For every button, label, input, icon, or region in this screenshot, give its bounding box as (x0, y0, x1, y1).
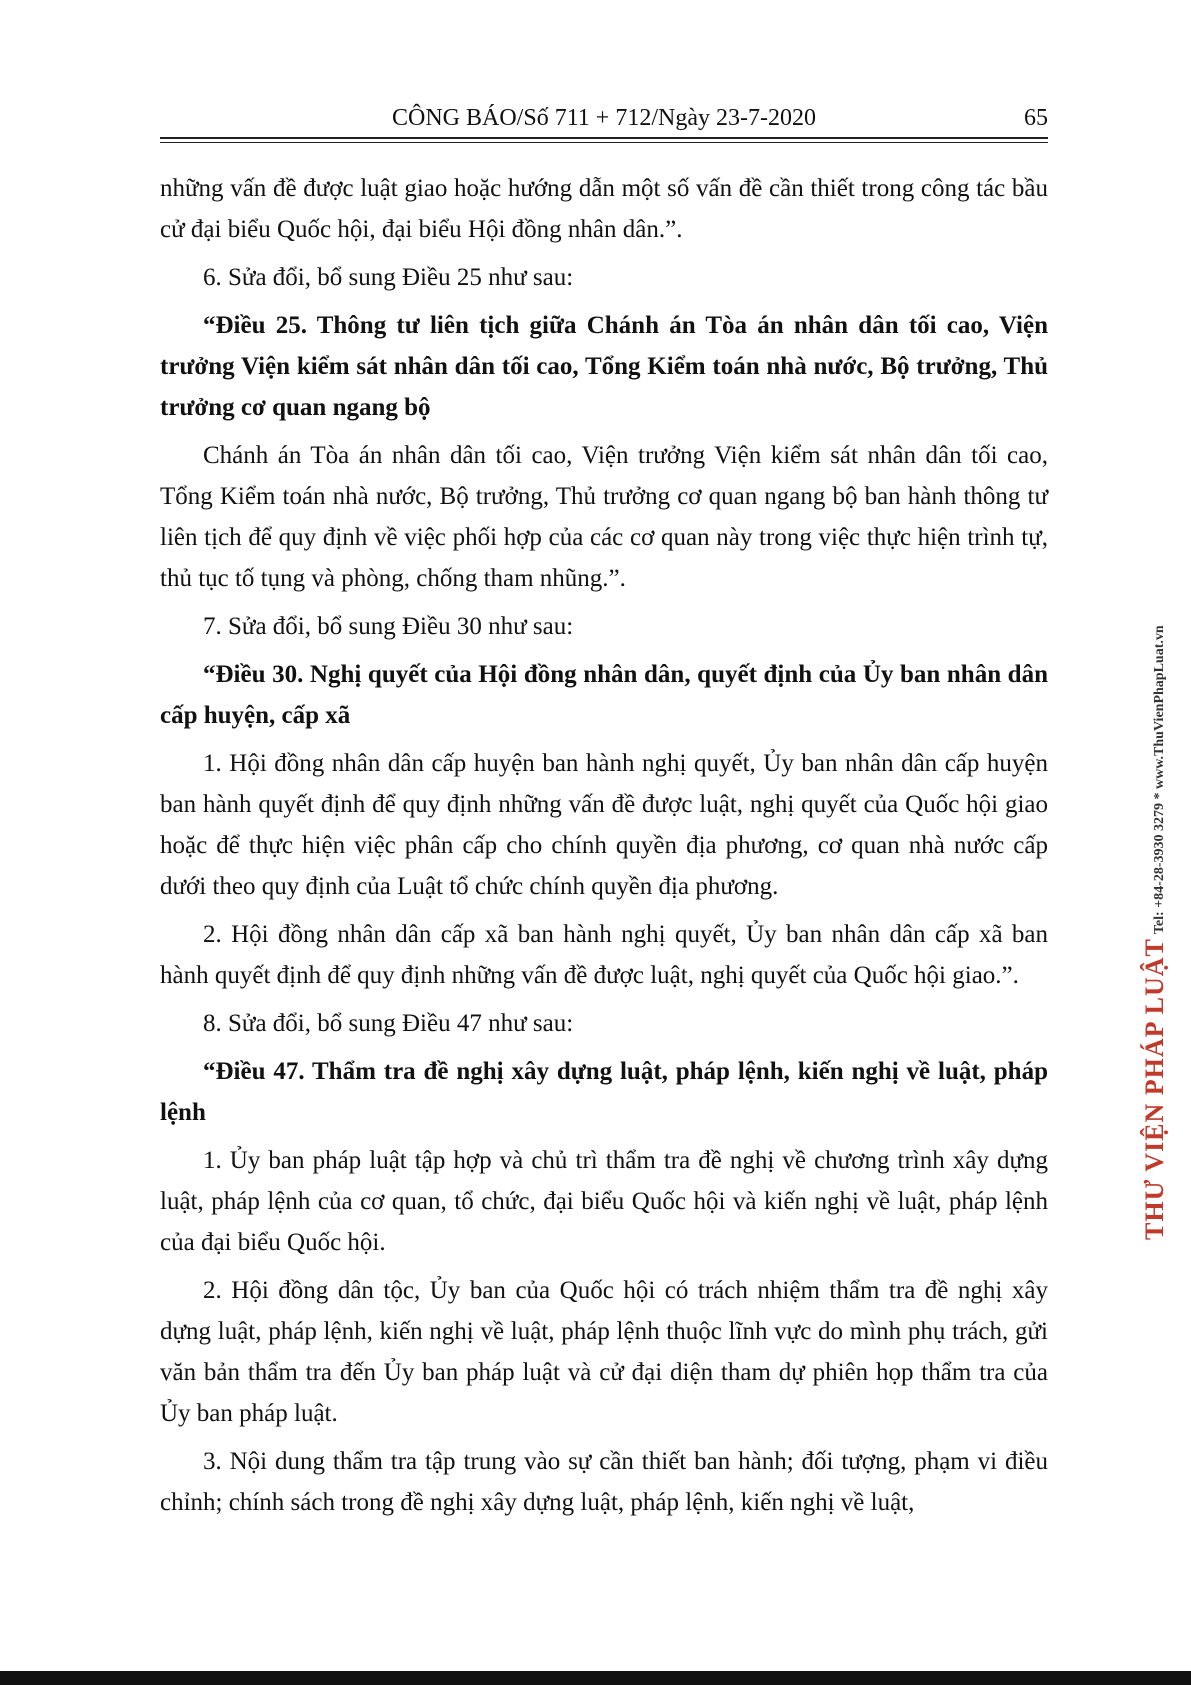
amendment-item-6: 6. Sửa đổi, bổ sung Điều 25 như sau: (203, 264, 574, 291)
watermark-contact: Tel: +84-28-3930 3279 * www.ThuVienPhapLuat.vn (1152, 625, 1167, 935)
amendment-item-8: 8. Sửa đổi, bổ sung Điều 47 như sau: (203, 1010, 574, 1037)
article-25-body: Chánh án Tòa án nhân dân tối cao, Viện trưởng Viện kiểm sát nhân dân tối cao, Tổng Kiểm toán nhà nước, Bộ trưởng, Thủ trưởng cơ quan ngang bộ ban hành thông tư liên tịch để quy định về việc phối hợp của các cơ quan này trong việc thực hiện trình tự, thủ tục tố tụng và phòng, chống tham nhũng.”. (160, 442, 1048, 592)
gazette-header-title: CÔNG BÁO/Số 711 + 712/Ngày 23-7-2020 (392, 105, 816, 131)
article-47-clause-2: 2. Hội đồng dân tộc, Ủy ban của Quốc hội có trách nhiệm thẩm tra đề nghị xây dựng luật, pháp lệnh, kiến nghị về luật, pháp lệnh thuộc lĩnh vực do mình phụ trách, gửi văn bản thẩm tra đến Ủy ban pháp luật và cử đại diện tham dự phiên họp thẩm tra của Ủy ban pháp luật. (160, 1277, 1048, 1427)
page-header (160, 100, 1048, 136)
article-30-clause-2: 2. Hội đồng nhân dân cấp xã ban hành nghị quyết, Ủy ban nhân dân cấp xã ban hành quyết định để quy định những vấn đề được luật, nghị quyết của Quốc hội giao.”. (160, 921, 1048, 989)
side-watermark (1140, 625, 1170, 1240)
document-body (160, 168, 1048, 1530)
article-30-heading: “Điều 30. Nghị quyết của Hội đồng nhân dân, quyết định của Ủy ban nhân dân cấp huyện, cấp xã (160, 661, 1048, 729)
article-47-clause-3: 3. Nội dung thẩm tra tập trung vào sự cần thiết ban hành; đối tượng, phạm vi điều chỉnh; chính sách trong đề nghị xây dựng luật, pháp lệnh, kiến nghị về luật, (160, 1448, 1048, 1516)
article-25-heading: “Điều 25. Thông tư liên tịch giữa Chánh án Tòa án nhân dân tối cao, Viện trưởng Viện kiểm sát nhân dân tối cao, Tổng Kiểm toán nhà nước, Bộ trưởng, Thủ trưởng cơ quan ngang bộ (160, 312, 1048, 421)
article-47-clause-1: 1. Ủy ban pháp luật tập hợp và chủ trì thẩm tra đề nghị về chương trình xây dựng luật, pháp lệnh của cơ quan, tổ chức, đại biểu Quốc hội và kiến nghị về luật, pháp lệnh của đại biểu Quốc hội. (160, 1147, 1048, 1256)
amendment-item-7: 7. Sửa đổi, bổ sung Điều 30 như sau: (203, 613, 574, 640)
article-47-heading: “Điều 47. Thẩm tra đề nghị xây dựng luật, pháp lệnh, kiến nghị về luật, pháp lệnh (160, 1058, 1048, 1126)
bottom-edge (0, 1671, 1191, 1685)
watermark-brand: THƯ VIỆN PHÁP LUẬT (1140, 938, 1169, 1240)
article-30-clause-1: 1. Hội đồng nhân dân cấp huyện ban hành nghị quyết, Ủy ban nhân dân cấp huyện ban hành quyết định để quy định những vấn đề được luật, nghị quyết của Quốc hội giao hoặc để thực hiện việc phân cấp cho chính quyền địa phương, cơ quan nhà nước cấp dưới theo quy định của Luật tổ chức chính quyền địa phương. (160, 750, 1048, 900)
page-number: 65 (1024, 105, 1048, 131)
header-rule-thick (160, 137, 1048, 139)
header-rule-thin (160, 142, 1048, 143)
paragraph-continued: những vấn đề được luật giao hoặc hướng dẫn một số vấn đề cần thiết trong công tác bầu cử đại biểu Quốc hội, đại biểu Hội đồng nhân dân.”. (160, 175, 1048, 243)
